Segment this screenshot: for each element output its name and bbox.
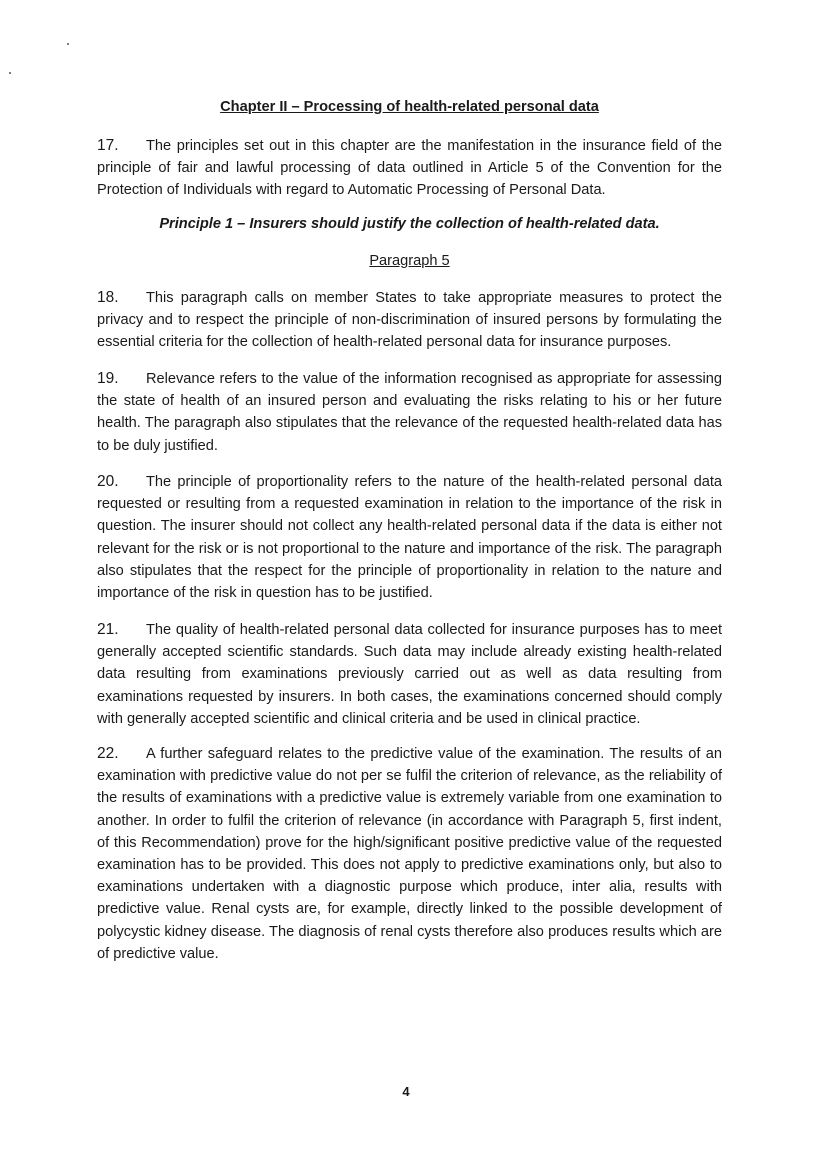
paragraph-number: 19. xyxy=(97,370,119,387)
paragraph-21 xyxy=(97,619,722,730)
paragraph-number: 21. xyxy=(97,621,119,638)
paragraph-text: Relevance refers to the value of the information recognised as appropriate for assessing the state of health of an insured person and evaluating the risks relating to his or her future health. The paragraph also stipulates that the relevance of the requested health-related data has to be duly justified. xyxy=(97,371,722,454)
paragraph-17 xyxy=(97,135,722,202)
paragraph-heading: Paragraph 5 xyxy=(369,253,450,269)
paragraph-text: A further safeguard relates to the predictive value of the examination. The results of an examination with predictive value do not per se fulfil the criterion of relevance, as the reliability of the results of examinations with a predictive value is extremely variable from one examination to another. In order to fulfil the criterion of relevance (in accordance with Paragraph 5, first indent, of this Recommendation) prove for the high/significant positive predictive value of the requested examination has to be provided. This does not apply to predictive examinations only, but also to examinations undertaken with a diagnostic purpose which produce, inter alia, results with predictive value. Renal cysts are, for example, directly linked to the possible development of polycystic kidney disease. The diagnosis of renal cysts therefore also produces results which are of predictive value. xyxy=(97,746,722,962)
paragraph-18 xyxy=(97,287,722,354)
paragraph-text: The principles set out in this chapter are the manifestation in the insurance field of the principle of fair and lawful processing of data outlined in Article 5 of the Convention for the Protection of Individuals with regard to Automatic Processing of Personal Data. xyxy=(97,138,722,199)
paragraph-number: 18. xyxy=(97,289,119,306)
scan-speck xyxy=(67,43,69,45)
paragraph-number: 20. xyxy=(97,473,119,490)
paragraph-text: The quality of health-related personal data collected for insurance purposes has to meet generally accepted scientific standards. Such data may include already existing health-related data resulting from examinations previously carried out as well as data resulting from examinations requested by insurers. In both cases, the examinations concerned should comply with generally accepted scientific and clinical criteria and be used in clinical practice. xyxy=(97,622,722,727)
paragraph-number: 17. xyxy=(97,137,119,154)
scan-speck xyxy=(9,72,11,74)
principle-title: Principle 1 – Insurers should justify the collection of health-related data. xyxy=(159,216,660,232)
paragraph-number: 22. xyxy=(97,745,119,762)
paragraph-19 xyxy=(97,368,722,457)
paragraph-20 xyxy=(97,471,722,604)
paragraph-text: This paragraph calls on member States to take appropriate measures to protect the privacy and to respect the principle of non-discrimination of insured persons by formulating the essential criteria for the collection of health-related personal data for insurance purposes. xyxy=(97,290,722,351)
page-number: 4 xyxy=(402,1084,410,1099)
paragraph-22 xyxy=(97,743,722,965)
chapter-title: Chapter II – Processing of health-related personal data xyxy=(220,99,599,115)
paragraph-text: The principle of proportionality refers to the nature of the health-related personal data requested or resulting from a requested examination in relation to the importance of the risk in question. The insurer should not collect any health-related personal data if the data is either not relevant for the risk or is not proportional to the nature and importance of the risk. The paragraph also stipulates that the respect for the principle of proportionality in relation to the nature and importance of the risk in question has to be justified. xyxy=(97,474,722,602)
